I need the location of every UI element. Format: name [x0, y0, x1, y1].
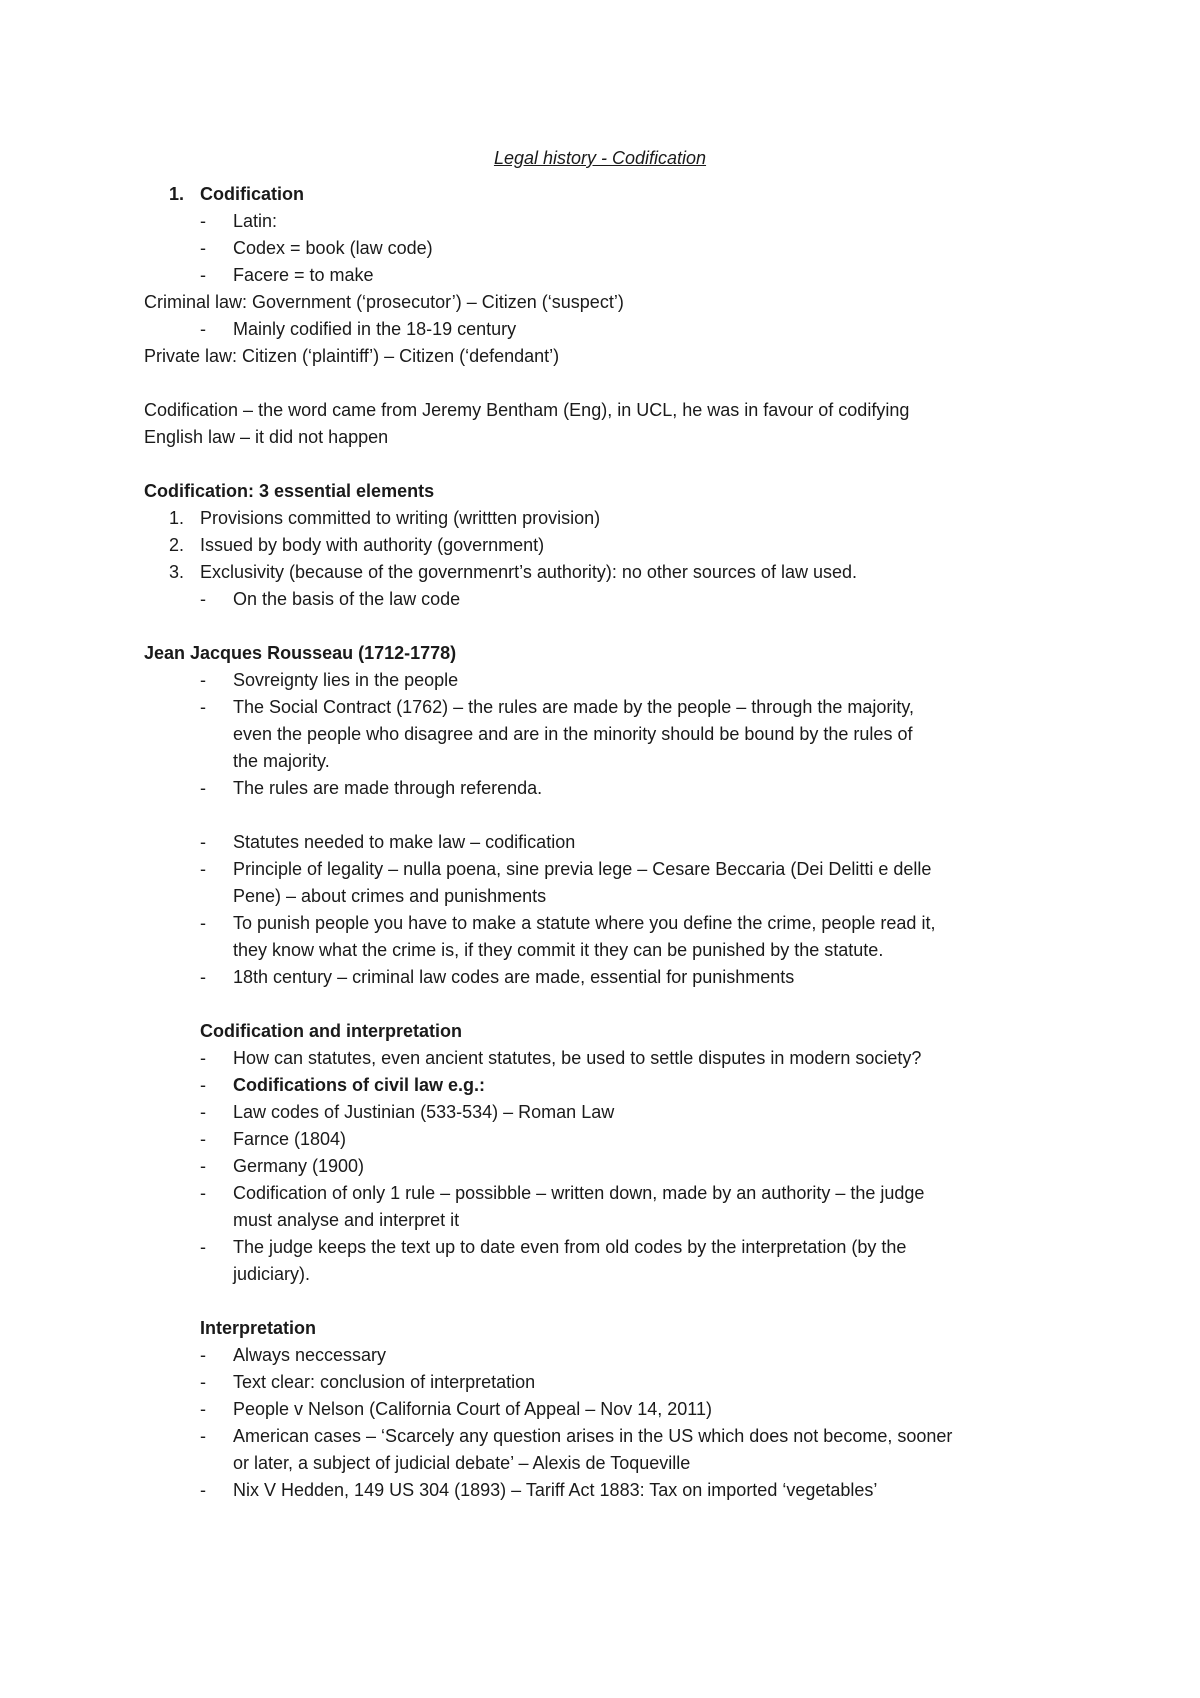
bullet-dash: - [200, 1372, 206, 1392]
list-item: Principle of legality – nulla poena, sine previa lege – Cesare Beccaria (Dei Delitti e delle [233, 859, 932, 879]
bullet-dash: - [200, 913, 206, 933]
section-heading-interpretation: Interpretation [200, 1318, 317, 1338]
bullet-dash: - [200, 778, 206, 798]
list-item: Statutes needed to make law – codification [233, 832, 576, 852]
list-item: Germany (1900) [233, 1156, 365, 1176]
bullet-dash: - [200, 1183, 206, 1203]
list-item: Law codes of Justinian (533-534) – Roman Law [233, 1102, 615, 1122]
list-item: Exclusivity (because of the governmenrt’s authority): no other sources of law used. [200, 562, 857, 582]
bullet-dash: - [200, 1156, 206, 1176]
list-item: How can statutes, even ancient statutes, be used to settle disputes in modern society? [233, 1048, 922, 1068]
list-item-cont: they know what the crime is, if they commit it they can be punished by the statute. [233, 940, 884, 960]
list-item-cont: or later, a subject of judicial debate’ – Alexis de Toqueville [233, 1453, 691, 1473]
list-item: People v Nelson (California Court of Appeal – Nov 14, 2011) [233, 1399, 712, 1419]
bullet-dash: - [200, 319, 206, 339]
section-heading-codification: Codification [200, 184, 304, 204]
bullet-dash: - [200, 1399, 206, 1419]
bullet-dash: - [200, 1345, 206, 1365]
bullet-dash: - [200, 670, 206, 690]
list-item: Latin: [233, 211, 278, 231]
bullet-dash: - [200, 265, 206, 285]
list-item: Codification of only 1 rule – possibble – written down, made by an authority – the judge [233, 1183, 925, 1203]
list-item-cont: Pene) – about crimes and punishments [233, 886, 547, 906]
list-item: To punish people you have to make a statute where you define the crime, people read it, [233, 913, 936, 933]
list-item: Mainly codified in the 18-19 century [233, 319, 517, 339]
paragraph-criminal-law: Criminal law: Government (‘prosecutor’) – Citizen (‘suspect’) [144, 292, 624, 312]
page-title: Legal history - Codification [493, 148, 707, 168]
list-item: Provisions committed to writing (writtten provision) [200, 508, 601, 528]
bullet-dash: - [200, 1048, 206, 1068]
list-item: Issued by body with authority (government) [200, 535, 545, 555]
list-item: 18th century – criminal law codes are made, essential for punishments [233, 967, 795, 987]
list-item-cont: must analyse and interpret it [233, 1210, 460, 1230]
paragraph-bentham-cont: English law – it did not happen [144, 427, 389, 447]
bullet-dash: - [200, 1075, 206, 1095]
list-item: On the basis of the law code [233, 589, 461, 609]
section-heading-codification-interpretation: Codification and interpretation [200, 1021, 463, 1041]
list-item-cont: judiciary). [233, 1264, 311, 1284]
paragraph-bentham: Codification – the word came from Jeremy Bentham (Eng), in UCL, he was in favour of codifying [144, 400, 910, 420]
list-item: American cases – ‘Scarcely any question arises in the US which does not become, sooner [233, 1426, 953, 1446]
list-item: Always neccessary [233, 1345, 387, 1365]
list-item: The rules are made through referenda. [233, 778, 543, 798]
bullet-dash: - [200, 1480, 206, 1500]
list-item: The judge keeps the text up to date even from old codes by the interpretation (by the [233, 1237, 907, 1257]
list-item-cont: even the people who disagree and are in the minority should be bound by the rules of [233, 724, 913, 744]
bullet-dash: - [200, 1237, 206, 1257]
bullet-dash: - [200, 859, 206, 879]
document-page: Legal history - Codification 1. Codification - Latin: - Codex = book (law code) - Facere = to make Criminal law: Government (‘prosecutor’) – Citizen (‘suspect’) - Mainly codified in the 18-19 century Private law: Citizen (‘plaintiff’) – Citizen (‘defendant’) Codification – the word came from Jeremy Bentham (Eng), in UCL, he was in favour of codifying English law – it did not happen Codification: 3 essential elements 1. Provisions committed to writing (writtten provision) 2. Issued by body with authority (government) 3. Exclusivity (because of the governmenrt’s authority): no other sources of law used. - On the basis of the law code Jean Jacques Rousseau (1712-1778) - Sovreignty lies in the people - The Social Contract (1762) – the rules are made by the people – through the majority, even the people who disagree and are in the minority should be bound by the rules of the majority. - The rules are made through referenda. - Statutes needed to make law – codification - Principle of legality – nulla poena, sine previa lege – Cesare Beccaria (Dei Delitti e delle Pene) – about crimes and punishments - To punish people you have to make a statute where you define the crime, people read it, they know what the crime is, if they commit it they can be punished by the statute. - 18th century – criminal law codes are made, essential for punishments Codification and interpretation - How can statutes, even ancient statutes, be used to settle disputes in modern society? - Codifications of civil law e.g.: - Law codes of Justinian (533-534) – Roman Law - Farnce (1804) - Germany (1900) - Codification of only 1 rule – possibble – written down, made by an authority – the judge must analyse and interpret it - The judge keeps the text up to date even from old codes by the interpretation (by the judiciary). Interpretation - Always neccessary - Text clear: conclusion of interpretation - People v Nelson (California Court of Appeal – Nov 14, 2011) - American cases – ‘Scarcely any question arises in the US which does not become, sooner or later, a subject of judicial debate’ – Alexis de Toqueville - Nix V Hedden, 149 US 304 (1893) – Tariff Act 1883: Tax on imported ‘vegetables’ [0, 0, 1200, 1698]
paragraph-private-law: Private law: Citizen (‘plaintiff’) – Citizen (‘defendant’) [144, 346, 560, 366]
list-item: The Social Contract (1762) – the rules are made by the people – through the majority, [233, 697, 915, 717]
list-item-cont: the majority. [233, 751, 330, 771]
list-item: Codex = book (law code) [233, 238, 433, 258]
bullet-dash: - [200, 1426, 206, 1446]
list-item: Nix V Hedden, 149 US 304 (1893) – Tariff Act 1883: Tax on imported ‘vegetables’ [233, 1480, 878, 1500]
bullet-dash: - [200, 967, 206, 987]
bullet-dash: - [200, 697, 206, 717]
section-heading-rousseau: Jean Jacques Rousseau (1712-1778) [144, 643, 457, 663]
bullet-dash: - [200, 211, 206, 231]
bullet-dash: - [200, 1102, 206, 1122]
list-item: Text clear: conclusion of interpretation [233, 1372, 536, 1392]
section-heading-elements: Codification: 3 essential elements [144, 481, 435, 501]
list-item: Facere = to make [233, 265, 374, 285]
bullet-dash: - [200, 238, 206, 258]
bullet-dash: - [200, 589, 206, 609]
list-item: Farnce (1804) [233, 1129, 347, 1149]
list-item: Sovreignty lies in the people [233, 670, 459, 690]
bullet-dash: - [200, 1129, 206, 1149]
bullet-dash: - [200, 832, 206, 852]
list-item: Codifications of civil law e.g.: [233, 1075, 486, 1095]
